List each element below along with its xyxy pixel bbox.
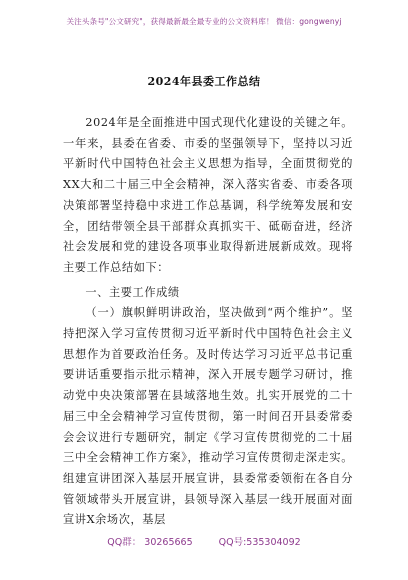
document-title: 2024年县委工作总结 xyxy=(147,75,261,88)
header-banner: 关注头条号"公文研究"，获得最新最全最专业的公文资料库！ 微信：gongwenyj xyxy=(66,17,342,26)
footer-qq-number: QQ号:535304092 xyxy=(218,537,301,548)
section-heading: 一、主要工作成绩 xyxy=(85,285,180,299)
intro-paragraph: 2024年是全面推进中国式现代化建设的关键之年。一年来，县委在省委、市委的坚强领导下，坚持以习近平新时代中国特色社会主义思想为指导，全面贯彻党的XX大和二十届三中全会精神，深入落实省委、市委各项决策部署坚持稳中求进工作总基调，科学统筹发展和安全，团结带领全县干部群众真抓实干、砥砺奋进，经济社会发展和党的建设各项事业取得新进展新成效。现将主要工作总结如下： xyxy=(63,116,353,274)
body-paragraph: （一）旗帜鲜明讲政治，坚决做到“两个维护”。坚持把深入学习宣传贯彻习近平新时代中国特色社会主义思想作为首要政治任务。及时传达学习习近平总书记重要讲话重要指示批示精神，深入开展专题学习研讨，推动党中央决策部署在县域落地生效。扎实开展党的二十届三中全会精神学习宣传贯彻，第一时间召开县委常委会会议进行专题研究，制定《学习宣传贯彻党的二十届三中全会精神工作方案》，推动学习宣传贯彻走深走实。组建宣讲团深入基层开展宣讲，县委常委领衔在各自分管领域带头开展宣讲，县领导深入基层一线开展面对面宣讲X余场次，基层 xyxy=(63,306,353,527)
footer-qq-group: QQ群： 30265665 xyxy=(107,537,193,548)
document-body xyxy=(63,113,353,531)
footer-contact xyxy=(0,534,408,548)
